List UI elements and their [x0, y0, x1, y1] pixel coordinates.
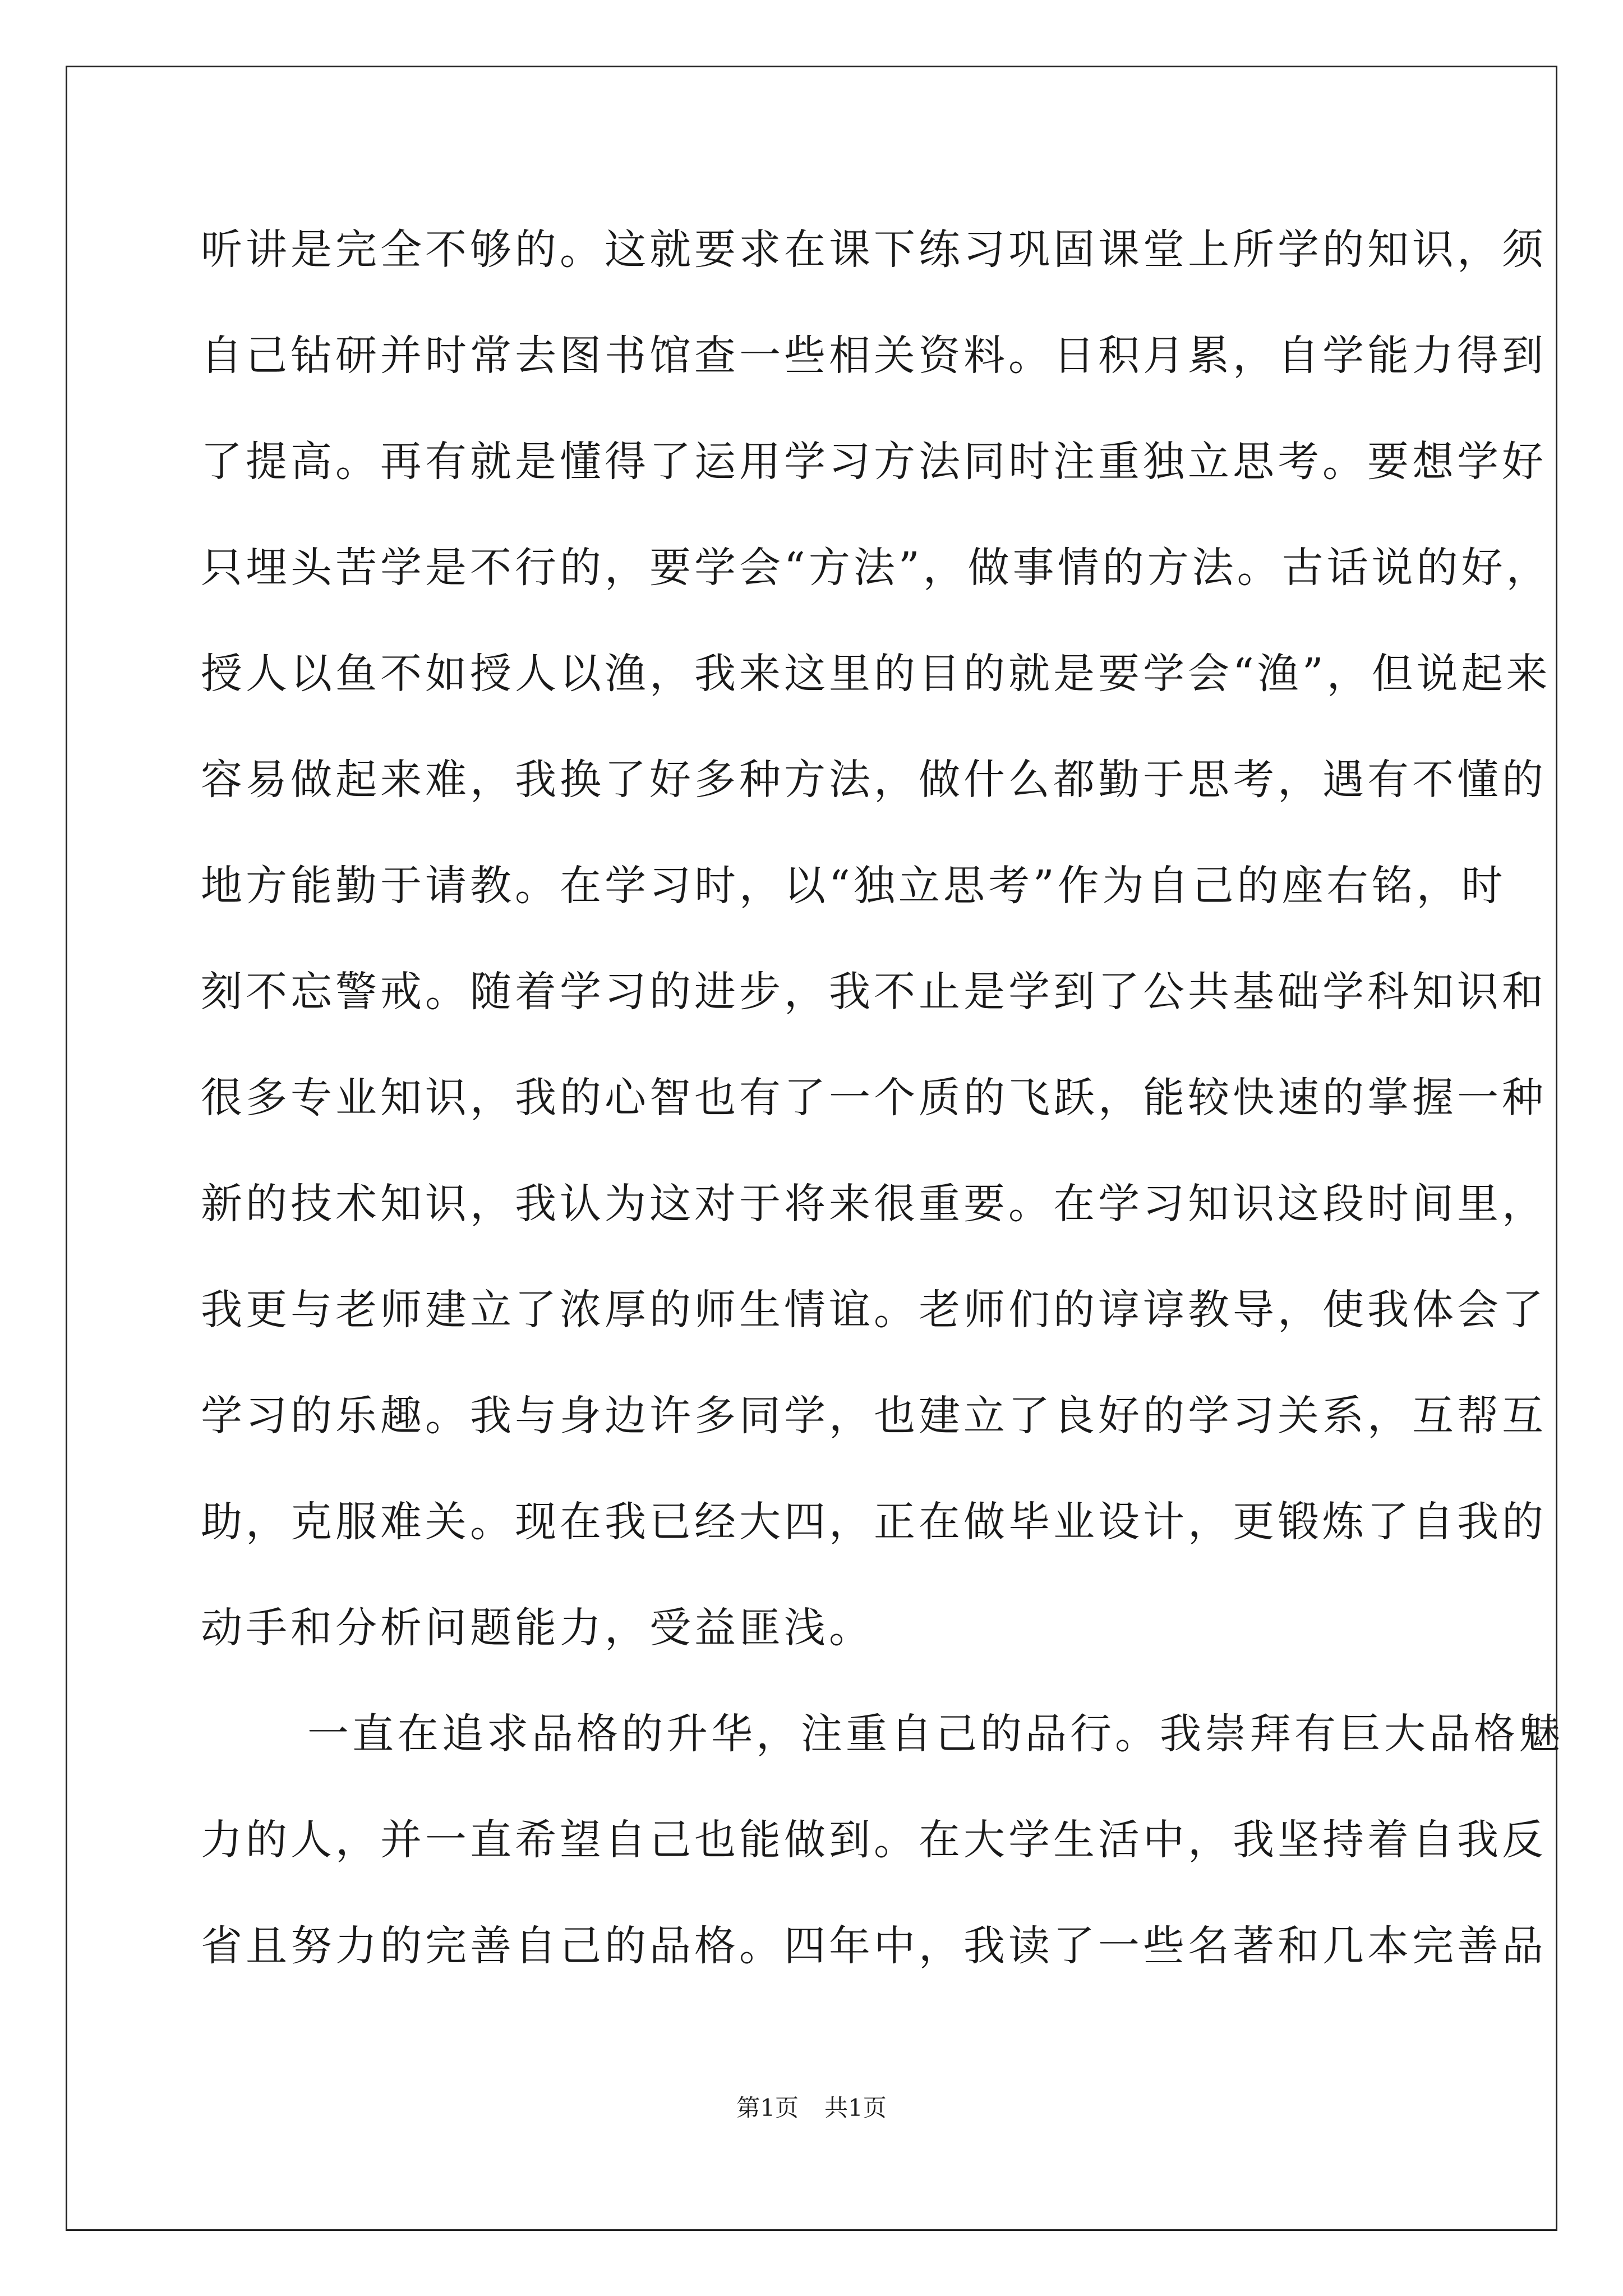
- text-line: 刻不忘警戒。随着学习的进步，我不止是学到了公共基础学科知识和: [201, 968, 1547, 1016]
- page-footer: [0, 2090, 1623, 2123]
- text-line: 我更与老师建立了浓厚的师生情谊。老师们的谆谆教导，使我体会了: [201, 1286, 1547, 1334]
- text-line: 助，克服难关。现在我已经大四，正在做毕业设计，更锻炼了自我的: [201, 1498, 1547, 1546]
- text-line: 地方能勤于请教。在学习时，以“独立思考”作为自己的座右铭，时: [201, 862, 1506, 910]
- text-line: 学习的乐趣。我与身边许多同学，也建立了良好的学习关系，互帮互: [201, 1392, 1547, 1440]
- text-line: 自己钻研并时常去图书馆查一些相关资料。日积月累，自学能力得到: [201, 332, 1547, 380]
- page-number-current: 第1页: [736, 2094, 799, 2122]
- text-line: 力的人，并一直希望自己也能做到。在大学生活中，我坚持着自我反: [201, 1816, 1547, 1864]
- text-line: 容易做起来难，我换了好多种方法，做什么都勤于思考，遇有不懂的: [201, 756, 1547, 804]
- page-number-total: 共1页: [824, 2094, 887, 2122]
- document-body: [201, 219, 1564, 2021]
- text-line: 很多专业知识，我的心智也有了一个质的飞跃，能较快速的掌握一种: [201, 1074, 1547, 1122]
- text-line: 了提高。再有就是懂得了运用学习方法同时注重独立思考。要想学好: [201, 438, 1547, 486]
- paragraph-start-line: 一直在追求品格的升华，注重自己的品行。我崇拜有巨大品格魅: [307, 1710, 1564, 1758]
- text-line: 授人以鱼不如授人以渔，我来这里的目的就是要学会“渔”，但说起来: [201, 650, 1551, 698]
- text-line: 省且努力的完善自己的品格。四年中，我读了一些名著和几本完善品: [201, 1922, 1547, 1970]
- text-line: 只埋头苦学是不行的，要学会“方法”，做事情的方法。古话说的好，: [201, 544, 1551, 592]
- text-line: 听讲是完全不够的。这就要求在课下练习巩固课堂上所学的知识，须: [201, 226, 1547, 274]
- text-line: 新的技术知识，我认为这对于将来很重要。在学习知识这段时间里，: [201, 1180, 1547, 1228]
- text-line: 动手和分析问题能力，受益匪浅。: [201, 1604, 874, 1652]
